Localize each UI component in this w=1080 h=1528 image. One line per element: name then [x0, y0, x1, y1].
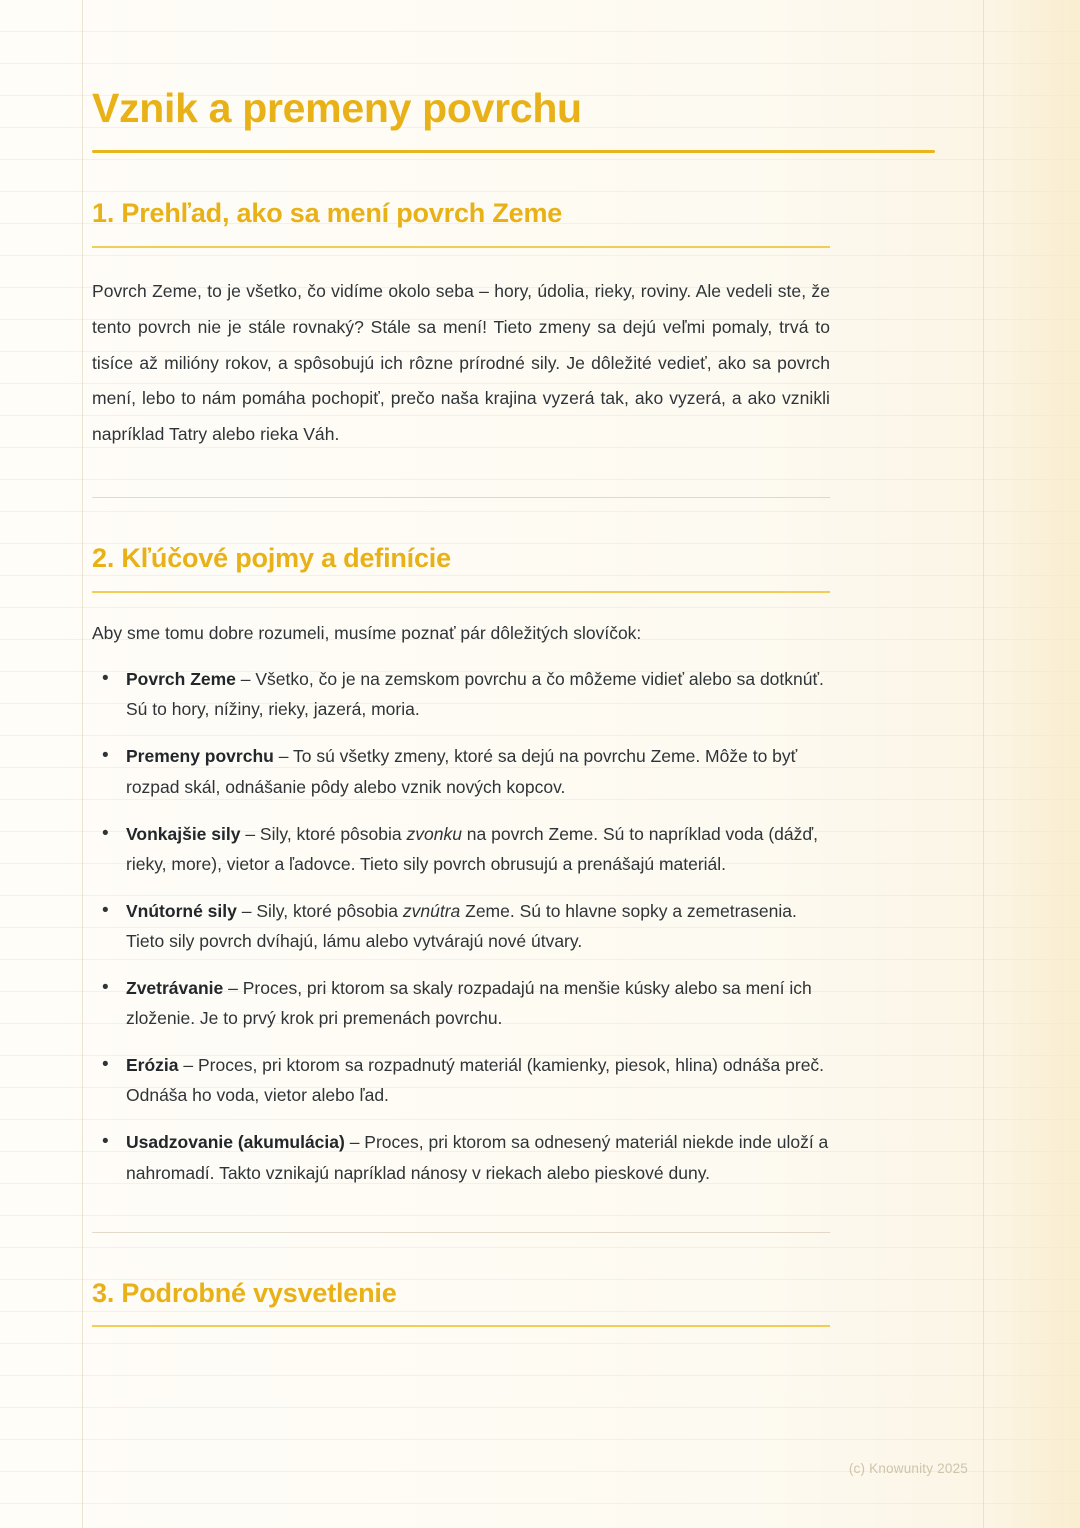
content-divider-2 — [92, 1232, 830, 1233]
title-divider — [92, 150, 935, 153]
term-text-before: – Sily, ktoré pôsobia — [236, 900, 403, 921]
section-3-heading: 3. Podrobné vysvetlenie — [92, 1277, 397, 1308]
term-text-before: – Proces, pri ktorom sa rozpadnutý materiál (kamienky, piesok, hlina) odnáša preč. Odnáša ho voda, vietor alebo ľad. — [126, 1055, 825, 1106]
section-overview — [92, 197, 932, 453]
page-edge-band — [983, 0, 1080, 1528]
term-name: Zvetrávanie — [126, 978, 224, 999]
term-name: Vonkajšie sily — [126, 823, 241, 844]
term-emphasis: zvonku — [406, 823, 462, 844]
section-1-divider — [92, 246, 830, 248]
section-3-divider — [92, 1325, 830, 1327]
margin-rule — [82, 0, 83, 1528]
list-item — [92, 896, 834, 956]
term-text-after: na povrch Zeme. Sú to napríklad voda (dážď, rieky, more), vietor a ľadovce. Tieto sily povrch obrusujú a prenášajú materiál. — [126, 823, 819, 874]
term-emphasis: zvnútra — [402, 900, 461, 921]
content-divider-1 — [92, 497, 830, 498]
list-item — [92, 819, 834, 879]
list-item — [92, 664, 834, 724]
watermark: (c) Knowunity 2025 — [848, 1461, 968, 1476]
section-1-paragraph: Povrch Zeme, to je všetko, čo vidíme okolo seba – hory, údolia, rieky, roviny. Ale vedeli ste, že tento povrch nie je stále rovnaký? Stále sa mení! Tieto zmeny sa dejú veľmi pomaly, trvá to tisíce až milióny rokov, a spôsobujú ich rôzne prírodné sily. Je dôležité vedieť, ako sa povrch mení, lebo to nám pomáha pochopiť, prečo naša krajina vyzerá tak, ako vyzerá, a ako vznikli napríklad Tatry alebo rieka Váh. — [92, 280, 830, 445]
term-text-after: Zeme. Sú to hlavne sopky a zemetrasenia. Tieto sily povrch dvíhajú, lámu alebo vytvárajú nové útvary. — [126, 900, 797, 951]
section-2-lead: Aby sme tomu dobre rozumeli, musíme poznať pár dôležitých slovíčok: — [92, 622, 642, 643]
term-text-before: – Proces, pri ktorom sa odnesený materiál niekde inde uloží a nahromadí. Takto vznikajú napríklad nánosy v riekach alebo pieskové duny. — [126, 1132, 829, 1183]
term-text-before: – To sú všetky zmeny, ktoré sa dejú na povrchu Zeme. Môže to byť rozpad skál, odnášanie pôdy alebo vznik nových kopcov. — [126, 746, 798, 797]
list-item — [92, 741, 834, 801]
section-1-heading: 1. Prehľad, ako sa mení povrch Zeme — [92, 198, 563, 229]
section-2-heading: 2. Kľúčové pojmy a definície — [92, 543, 451, 574]
document-content — [92, 84, 932, 1353]
terms-list — [92, 664, 834, 1187]
list-item — [92, 1127, 834, 1187]
list-item — [92, 1050, 834, 1110]
term-name: Usadzovanie (akumulácia) — [126, 1132, 345, 1153]
section-detailed-explanation — [92, 1277, 932, 1327]
term-name: Povrch Zeme — [126, 669, 236, 690]
term-text-before: – Sily, ktoré pôsobia — [240, 823, 407, 844]
list-item — [92, 973, 834, 1033]
page-title: Vznik a premeny povrchu — [92, 85, 582, 131]
term-name: Vnútorné sily — [126, 900, 237, 921]
term-text-before: – Všetko, čo je na zemskom povrchu a čo môžeme vidieť alebo sa dotknúť. Sú to hory, nížiny, rieky, jazerá, moria. — [126, 669, 824, 720]
term-name: Erózia — [126, 1055, 179, 1076]
section-key-terms — [92, 542, 932, 1187]
term-name: Premeny povrchu — [126, 746, 274, 767]
term-text-before: – Proces, pri ktorom sa skaly rozpadajú na menšie kúsky alebo sa mení ich zloženie. Je to prvý krok pri premenách povrchu. — [126, 978, 812, 1029]
section-2-divider — [92, 591, 830, 593]
